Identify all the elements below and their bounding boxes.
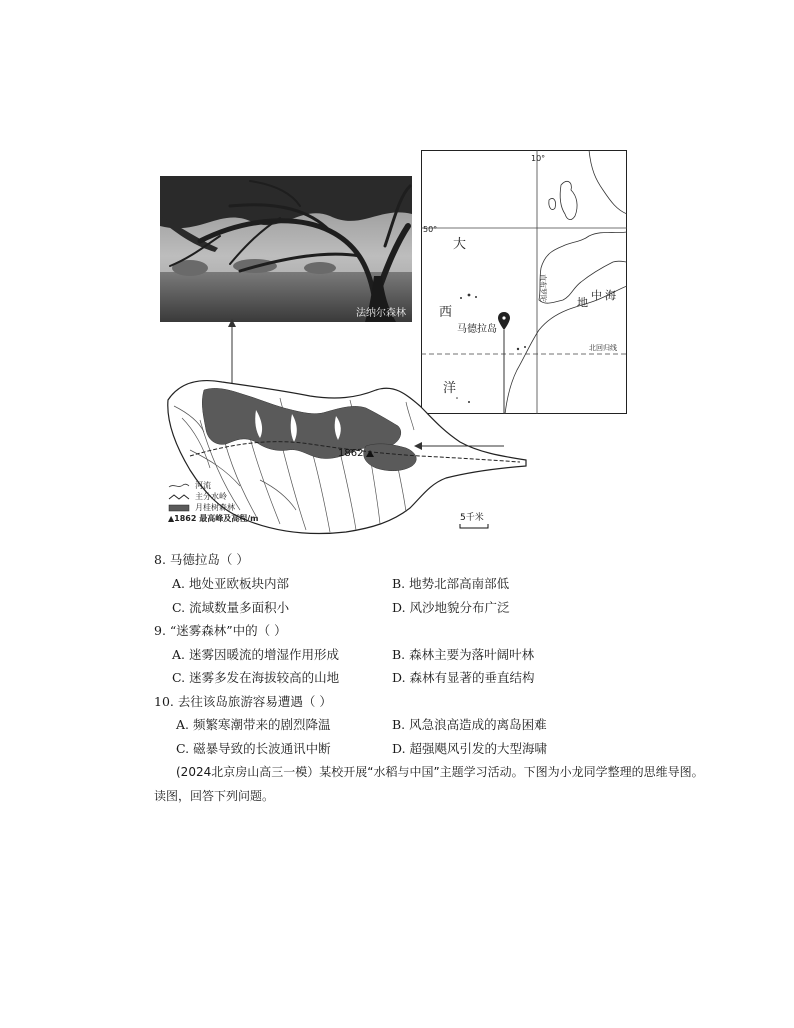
ridge-legend-icon <box>168 493 190 501</box>
legend-label-forest: 月桂树森林 <box>195 503 235 512</box>
q9-option-b <box>392 647 534 663</box>
option-text: 频繁寒潮带来的剧烈降温 <box>193 717 331 732</box>
sea-char-1: 地 <box>577 296 588 309</box>
legend-label-ridge: 主分水岭 <box>195 492 227 501</box>
q9-option-c <box>172 670 339 686</box>
peak-elevation-label: 1862 <box>338 448 364 459</box>
option-label: A. <box>172 576 186 591</box>
q8-option-b <box>392 576 509 592</box>
option-text: 迷雾因暖流的增湿作用形成 <box>189 647 340 662</box>
option-label: D. <box>392 600 406 615</box>
option-label: B. <box>392 717 406 732</box>
option-text: 风急浪高造成的离岛困难 <box>409 717 547 732</box>
option-text: 森林主要为落叶阔叶林 <box>409 647 535 662</box>
ocean-char-3: 洋 <box>443 381 457 396</box>
sea-char-3: 海 <box>605 289 616 302</box>
option-text: 地处亚欧板块内部 <box>189 576 290 591</box>
option-label: D. <box>392 670 406 685</box>
option-text: 森林有显著的垂直结构 <box>409 670 535 685</box>
option-text: 超强飓风引发的大型海啸 <box>409 741 548 756</box>
photo-caption: 法纳尔森林 <box>356 308 406 319</box>
legend-item-peak <box>168 513 258 524</box>
legend-item-forest <box>168 502 258 513</box>
next-section-intro-line1: (2024北京房山高三一模）某校开展“水稻与中国”主题学习活动。下图为小龙同学整理的思维导图。 <box>176 765 704 779</box>
question-8-stem: 8. 马德拉岛（ ） <box>154 552 249 567</box>
option-label: B. <box>392 647 406 662</box>
forest-legend-icon <box>168 504 190 512</box>
option-label: C. <box>172 600 186 615</box>
option-text: 地势北部高南部低 <box>409 576 510 591</box>
ocean-char-2: 西 <box>439 305 453 320</box>
ocean-char-1: 大 <box>453 237 467 252</box>
river-legend-icon <box>168 482 190 490</box>
q10-option-a <box>176 717 331 733</box>
option-text: 迷雾多发在海拔较高的山地 <box>189 670 340 685</box>
island-label: 马德拉岛 <box>457 324 497 335</box>
option-label: C. <box>172 670 186 685</box>
question-10-stem: 10. 去往该岛旅游容易遭遇（ ） <box>154 694 332 709</box>
q8-option-d <box>392 600 510 616</box>
q10-option-b <box>392 717 547 733</box>
forest-photo <box>160 176 412 322</box>
latitude-label: 50° <box>423 225 438 234</box>
option-text: 流域数量多面积小 <box>189 600 290 615</box>
option-label: A. <box>172 647 186 662</box>
legend-label-peak: ▲1862 最高峰及高程/m <box>168 514 259 523</box>
q10-option-c <box>176 741 331 757</box>
q9-option-a <box>172 647 339 663</box>
next-section-intro-line2: 读图，回答下列问题。 <box>154 789 275 803</box>
legend-item-river <box>168 480 258 491</box>
q8-option-c <box>172 600 289 616</box>
longitude-label: 10° <box>531 154 546 163</box>
option-label: D. <box>392 741 406 756</box>
question-9-stem: 9. “迷雾森林”中的（ ） <box>154 623 287 638</box>
tropic-label: 北回归线 <box>589 344 617 352</box>
legend-label-river: 河流 <box>195 481 211 490</box>
scale-label: 5千米 <box>460 513 484 523</box>
map-legend <box>168 480 258 524</box>
legend-item-ridge <box>168 491 258 502</box>
option-label: C. <box>176 741 190 756</box>
q9-option-d <box>392 670 535 686</box>
option-label: A. <box>176 717 190 732</box>
forest-photo-image <box>160 176 412 322</box>
strait-label: 直布罗陀 <box>539 274 547 302</box>
sea-char-2: 中 <box>591 289 602 302</box>
option-label: B. <box>392 576 406 591</box>
q8-option-a <box>172 576 289 592</box>
option-text: 风沙地貌分布广泛 <box>409 600 510 615</box>
q10-option-d <box>392 741 547 757</box>
option-text: 磁暴导致的长波通讯中断 <box>193 741 331 756</box>
